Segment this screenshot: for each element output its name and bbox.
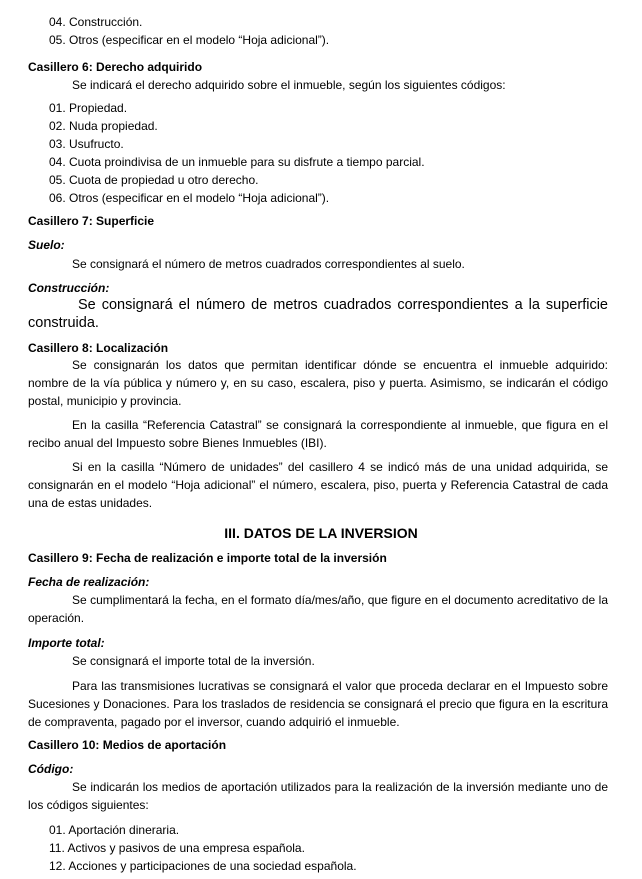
construccion-text-content: Se consignará el número de metros cuadrados correspondientes a la superficie construida. bbox=[28, 297, 608, 331]
list-item: 04. Cuota proindivisa de un inmueble para su disfrute a tiempo parcial. bbox=[49, 155, 425, 169]
fecha-label: Fecha de realización: bbox=[28, 575, 150, 589]
casillero-6-intro: Se indicará el derecho adquirido sobre el inmueble, según los siguientes códigos: bbox=[72, 78, 506, 92]
paragraph-text: Si en la casilla “Número de unidades” del casillero 4 se indicó más de una unidad adquirida, se consignarán en el modelo “Hoja adicional” el número, escalera, piso, puerta y Referencia Catastral de cada una de estas unidades. bbox=[28, 460, 608, 510]
list-item: 12. Acciones y participaciones de una sociedad española. bbox=[49, 859, 357, 873]
list-item: 01. Aportación dineraria. bbox=[49, 823, 180, 837]
fecha-text bbox=[28, 591, 608, 627]
list-item: 05. Cuota de propiedad u otro derecho. bbox=[49, 173, 259, 187]
casillero-8-heading: Casillero 8: Localización bbox=[28, 341, 169, 355]
list-item: 11. Activos y pasivos de una empresa española. bbox=[49, 841, 305, 855]
casillero-8-paragraph-1 bbox=[28, 356, 608, 410]
list-item: 01. Propiedad. bbox=[49, 101, 128, 115]
casillero-8-paragraph-2 bbox=[28, 416, 608, 452]
paragraph-text: Se cumplimentará la fecha, en el formato día/mes/año, que figure en el documento acreditativo de la operación. bbox=[28, 593, 608, 625]
casillero-7-heading: Casillero 7: Superficie bbox=[28, 214, 155, 228]
list-item: 02. Nuda propiedad. bbox=[49, 119, 158, 133]
list-item: 06. Otros (especificar en el modelo “Hoja adicional”). bbox=[49, 191, 330, 205]
casillero-8-paragraph-3 bbox=[28, 458, 608, 512]
construccion-label: Construcción: bbox=[28, 281, 110, 295]
importe-label: Importe total: bbox=[28, 636, 105, 650]
codigo-text bbox=[28, 778, 608, 814]
suelo-text: Se consignará el número de metros cuadrados correspondientes al suelo. bbox=[72, 257, 465, 271]
codigo-label: Código: bbox=[28, 762, 74, 776]
casillero-10-heading: Casillero 10: Medios de aportación bbox=[28, 738, 227, 752]
paragraph-text: Se consignarán los datos que permitan identificar dónde se encuentra el inmueble adquirido: nombre de la vía pública y número y, en su caso, escalera, piso y puerta. Asimismo, se indicarán el código postal, municipio y provincia. bbox=[28, 358, 608, 408]
transmisiones-paragraph bbox=[28, 677, 608, 731]
suelo-label: Suelo: bbox=[28, 238, 65, 252]
list-item: 04. Construcción. bbox=[49, 15, 143, 29]
construccion-text bbox=[28, 296, 608, 332]
list-item: 03. Usufructo. bbox=[49, 137, 124, 151]
casillero-6-heading: Casillero 6: Derecho adquirido bbox=[28, 60, 203, 74]
paragraph-text: Para las transmisiones lucrativas se consignará el valor que proceda declarar en el Impuesto sobre Sucesiones y Donaciones. Para los traslados de residencia se consignará el precio que figura en la escritura de compraventa, pagado por el inversor, cuando adquirió el inmueble. bbox=[28, 679, 608, 729]
section-title: III. DATOS DE LA INVERSION bbox=[224, 525, 418, 541]
paragraph-text: En la casilla “Referencia Catastral” se consignará la correspondiente al inmueble, que figura en el recibo anual del Impuesto sobre Bienes Inmuebles (IBI). bbox=[28, 418, 608, 450]
importe-text: Se consignará el importe total de la inversión. bbox=[72, 654, 315, 668]
list-item: 05. Otros (especificar en el modelo “Hoja adicional”). bbox=[49, 33, 330, 47]
casillero-9-heading: Casillero 9: Fecha de realización e importe total de la inversión bbox=[28, 551, 387, 565]
paragraph-text: Se indicarán los medios de aportación utilizados para la realización de la inversión mediante uno de los códigos siguientes: bbox=[28, 780, 608, 812]
